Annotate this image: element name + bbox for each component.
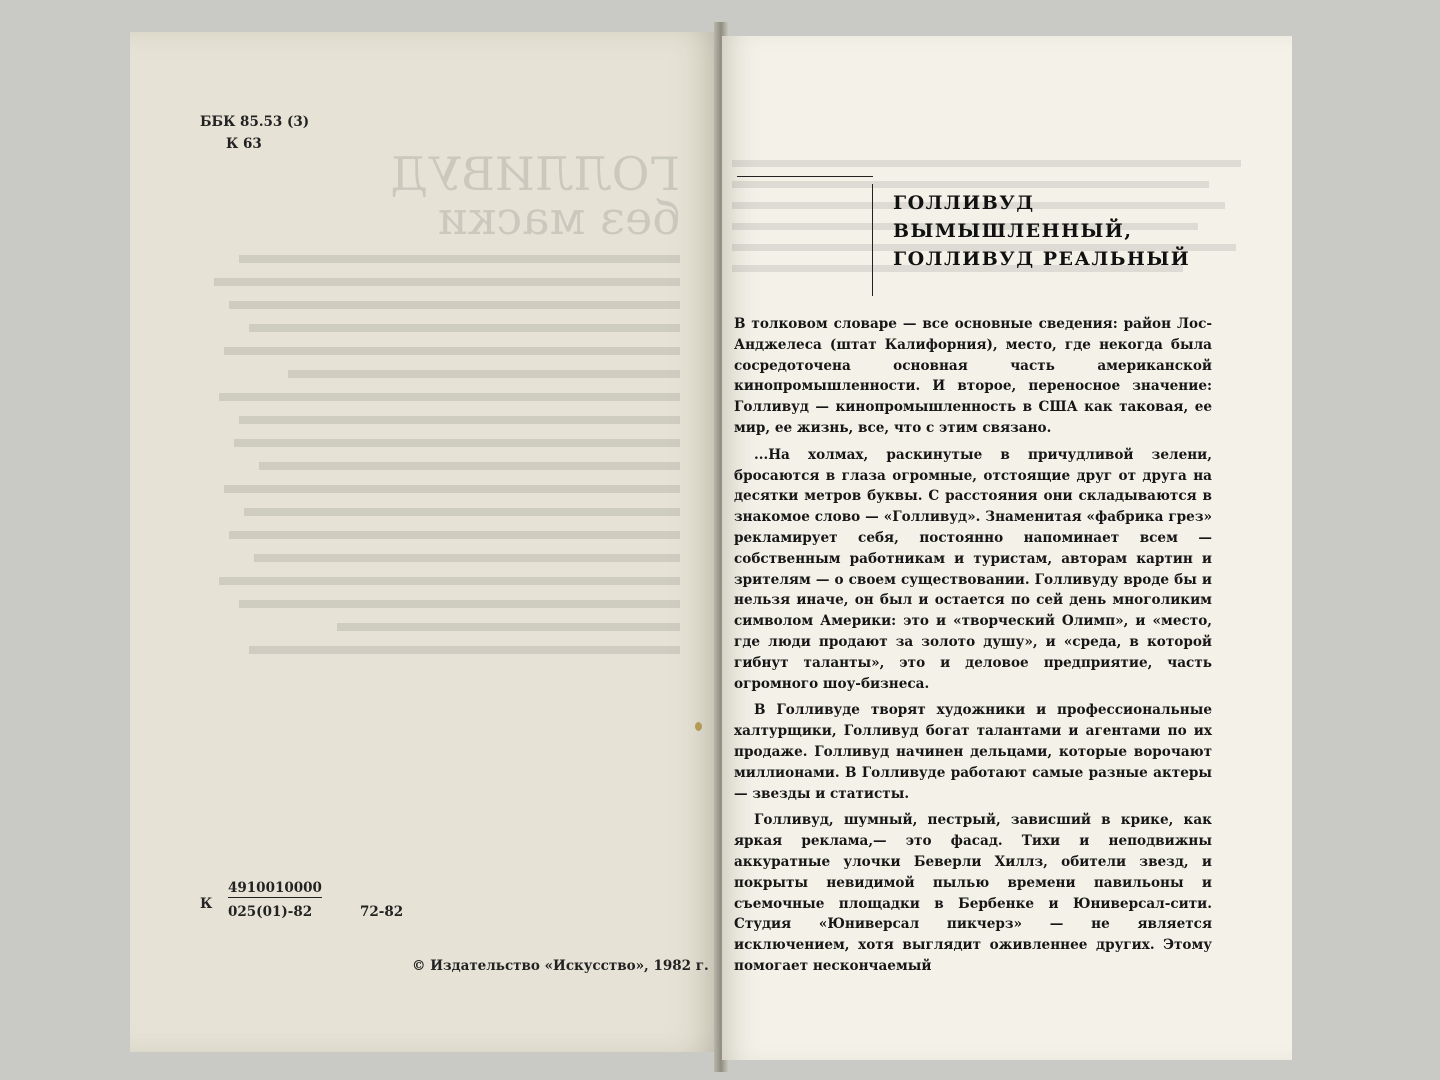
paragraph: В Голливуде творят художники и профессиональные халтурщики, Голливуд богат талантами и агентами по их продаже. Голливуд начинен дельцами, которые ворочают миллионами. В Голливуде работают самые разные актеры — звезды и статисты. bbox=[734, 702, 1212, 802]
copyright-line: © Издательство «Искусство», 1982 г. bbox=[412, 958, 709, 974]
catalog-denominator: 025(01)-82 bbox=[228, 904, 313, 920]
book-spread bbox=[130, 22, 1300, 1062]
chapter-title bbox=[872, 184, 1213, 296]
catalog-numerator: 4910010000 bbox=[228, 880, 322, 896]
catalog-prefix: К bbox=[200, 896, 213, 912]
title-line-2: ВЫМЫШЛЕННЫЙ, bbox=[893, 220, 1133, 242]
title-rule bbox=[737, 176, 873, 177]
paragraph: ...На холмах, раскинутые в причудливой зелени, бросаются в глаза огромные, отстоящие друг от друга на десятки метров буквы. С расстояния они складываются в знакомое слово — «Голливуд». Знаменитая «фабрика грез» рекламирует себя, постоянно напоминает всем — собственным работникам и туристам, авторам картин и зрителям — о своем существовании. Голливуду вроде бы и нельзя иначе, он был и остается по сей день многоликим символом Америки: это и «творческий Олимп», и «место, где люди продают за золото душу», и «среда, в которой гибнут таланты», это и деловое предприятие, часть огромного шоу-бизнеса. bbox=[734, 446, 1212, 692]
title-line-1: ГОЛЛИВУД bbox=[893, 192, 1035, 214]
chapter-body bbox=[734, 314, 1212, 983]
show-through-text: ГОЛЛИВУД без маски bbox=[190, 152, 680, 982]
author-code: К 63 bbox=[226, 136, 262, 152]
right-page bbox=[722, 36, 1292, 1060]
bbk-code: ББК 85.53 (3) bbox=[200, 114, 310, 130]
paper-stain bbox=[695, 722, 702, 731]
title-line-3: ГОЛЛИВУД РЕАЛЬНЫЙ bbox=[893, 248, 1191, 270]
paragraph: В толковом словаре — все основные сведения: район Лос-Анджелеса (штат Калифорния), место, где некогда была сосредоточена основная часть американской кинопромышленности. И второе, переносное значение: Голливуд — кинопромышленность в США как таковая, ее мир, ее жизнь, все, что с этим связано. bbox=[734, 316, 1212, 436]
left-page bbox=[130, 32, 720, 1052]
catalog-index bbox=[200, 880, 440, 930]
catalog-suffix: 72-82 bbox=[360, 904, 404, 920]
paragraph: Голливуд, шумный, пестрый, зависший в крике, как яркая реклама,— это фасад. Тихи и неподвижны аккуратные улочки Беверли Хиллз, обители звезд, и покрыты невидимой пылью времени павильоны и съемочные площадки в Бербенке и Юниверсал-сити. Студия «Юниверсал пикчерз» — не является исключением, хотя выглядит оживленнее других. Этому помогает нескончаемый bbox=[734, 812, 1212, 974]
